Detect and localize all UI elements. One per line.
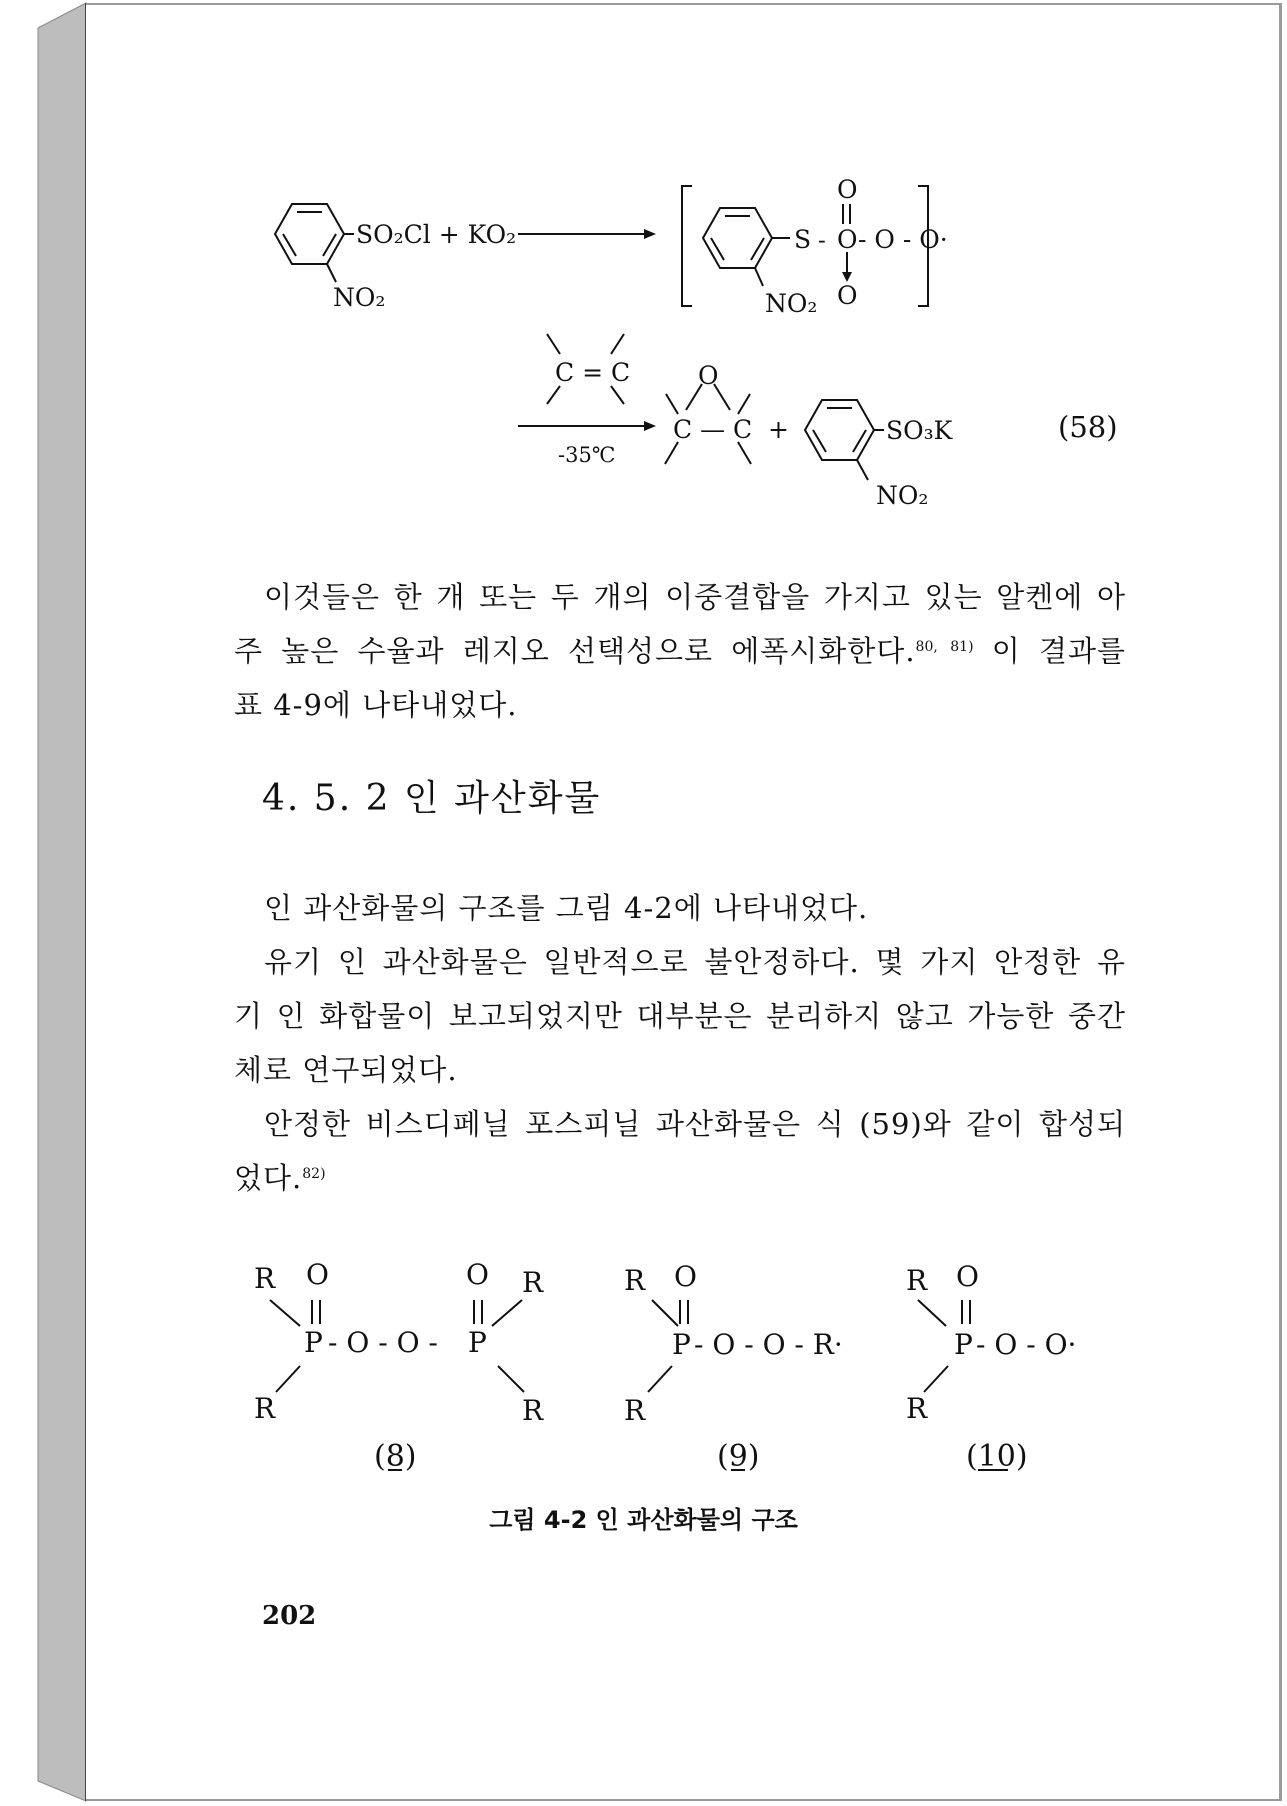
paragraph-text: 었다. <box>234 1161 303 1195</box>
paragraph-line: 안정한 비스디페닐 포스피닐 과산화물은 식 (59)와 같이 합성되 <box>264 1107 1126 1141</box>
alkene-label: C = C <box>555 358 631 387</box>
reactant-formula: SO₂Cl + KO₂ <box>356 220 517 249</box>
intermediate-s: S <box>794 225 812 254</box>
reaction-condition: -35℃ <box>558 443 616 467</box>
paragraph-text: 주 높은 수율과 레지오 선택성으로 에폭시화한다. <box>234 634 916 668</box>
oxygen-atom: O <box>306 1258 329 1291</box>
substituent-r: R <box>254 1392 276 1425</box>
substituent-r: R <box>624 1394 646 1427</box>
paragraph-text: 이 결과를 <box>991 634 1127 668</box>
intermediate-no2: NO₂ <box>765 289 818 318</box>
phosphorus-atom: P <box>304 1326 323 1359</box>
reference-superscript: 80, 81) <box>915 639 974 655</box>
intermediate-o-center: O <box>837 225 858 254</box>
substituent-r: R <box>906 1392 928 1425</box>
reactant-no2: NO₂ <box>333 283 386 312</box>
intermediate-chain: - O - O· <box>858 225 948 254</box>
product-no2: NO₂ <box>876 481 929 510</box>
structure-label-9: (9) <box>717 1439 760 1474</box>
plus-sign: + <box>768 415 789 444</box>
substituent-r: R <box>624 1264 646 1297</box>
substituent-r: R <box>254 1262 276 1295</box>
paragraph-line: 인 과산화물의 구조를 그림 4-2에 나타내었다. <box>264 891 869 925</box>
epoxide-carbons: C — C <box>673 415 753 444</box>
equation-number-58: (58) <box>1058 410 1118 444</box>
paragraph-line: 기 인 화합물이 보고되었지만 대부분은 분리하지 않고 가능한 중간 <box>234 999 1126 1033</box>
peroxide-chain: - O - O· <box>976 1328 1077 1361</box>
oxygen-atom: O <box>674 1260 697 1293</box>
product-formula: SO₃K <box>886 416 953 445</box>
reference-superscript: 82) <box>302 1166 326 1182</box>
epoxide-oxygen: O <box>698 361 719 390</box>
paragraph-line: 표 4-9에 나타내었다. <box>234 688 518 722</box>
oxygen-atom: O <box>466 1258 489 1291</box>
phosphorus-atom: P <box>954 1328 973 1361</box>
structure-label-8: (8) <box>374 1439 417 1474</box>
intermediate-dash: - <box>818 228 826 254</box>
substituent-r: R <box>522 1394 544 1427</box>
phosphorus-atom: P <box>468 1326 487 1359</box>
oxygen-atom: O <box>956 1260 979 1293</box>
phosphorus-atom: P <box>672 1328 691 1361</box>
substituent-r: R <box>906 1264 928 1297</box>
intermediate-o-top: O <box>837 175 858 204</box>
paragraph-line: 체로 연구되었다. <box>234 1053 458 1087</box>
structure-label-10: (10) <box>966 1439 1028 1474</box>
substituent-r: R <box>522 1266 544 1299</box>
paragraph-line: 유기 인 과산화물은 일반적으로 불안정하다. 몇 가지 안정한 유 <box>264 945 1126 979</box>
peroxide-chain: - O - O - <box>328 1326 438 1359</box>
peroxide-chain: - O - O - R· <box>694 1328 843 1361</box>
intermediate-o-bottom: O <box>837 281 858 310</box>
section-heading: 4. 5. 2 인 과산화물 <box>262 778 602 819</box>
paragraph-line: 이것들은 한 개 또는 두 개의 이중결합을 가지고 있는 알켄에 아 <box>264 580 1126 614</box>
page-number: 202 <box>262 1601 317 1631</box>
figure-caption: 그림 4-2 인 과산화물의 구조 <box>489 1506 798 1534</box>
